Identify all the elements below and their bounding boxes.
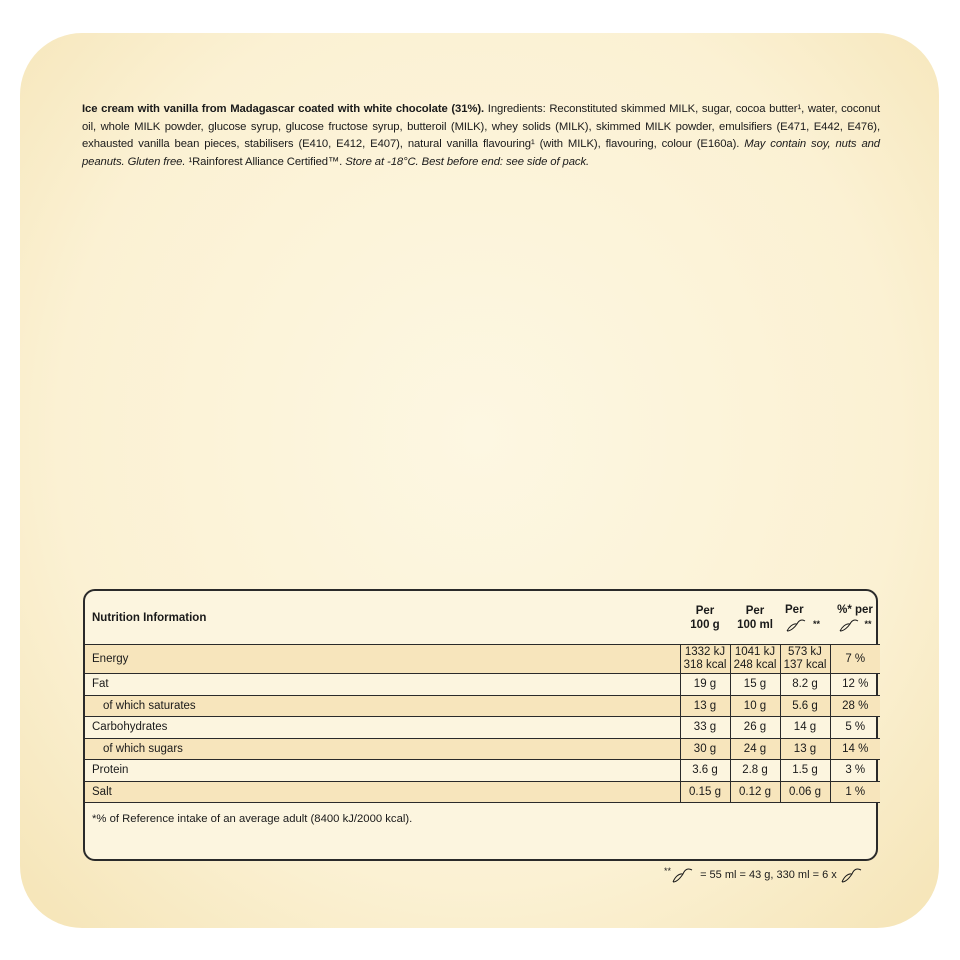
allergen-note: May contain soy, nuts and peanuts. Gluten free. — [82, 138, 880, 168]
row-label: Salt — [85, 781, 680, 803]
nutrition-header-row — [85, 591, 880, 645]
row-label: of which sugars — [85, 738, 680, 760]
footnote-stars: ** — [664, 866, 672, 876]
ice-cream-portion-icon — [671, 866, 697, 884]
value-per-100g: 3.6 g — [680, 760, 730, 782]
value-per-portion: 5.6 g — [780, 695, 830, 717]
value-percent-ri: 7 % — [830, 645, 880, 674]
value-per-100g: 0.15 g — [680, 781, 730, 803]
reference-intake-note: *% of Reference intake of an average adult (8400 kJ/2000 kcal). — [85, 803, 880, 854]
value-percent-ri: 5 % — [830, 717, 880, 739]
value-per-100ml — [730, 645, 780, 674]
nutrition-row-carbohydrates — [85, 717, 880, 739]
value-kj: 573 kJ — [788, 646, 822, 658]
nutrition-table — [83, 589, 878, 861]
value-percent-ri: 12 % — [830, 674, 880, 696]
header-percent-ri — [830, 591, 880, 645]
certification-note: ¹Rainforest Alliance Certified™. — [185, 155, 346, 168]
header-per-100g — [680, 591, 730, 645]
product-description: Ice cream with vanilla from Madagascar coated with white chocolate (31%). — [82, 103, 485, 115]
nutrition-row-energy — [85, 645, 880, 674]
ingredients-text — [82, 101, 880, 171]
row-label: Carbohydrates — [85, 717, 680, 739]
value-kcal: 318 kcal — [683, 659, 727, 671]
value-per-100g — [680, 645, 730, 674]
header-per-100g-line1: Per — [695, 604, 715, 617]
portion-footnote — [664, 866, 866, 884]
ice-cream-portion-icon — [785, 617, 813, 633]
row-label: Fat — [85, 674, 680, 696]
nutrition-footer-row — [85, 803, 880, 854]
row-label: Protein — [85, 760, 680, 782]
value-per-portion: 0.06 g — [780, 781, 830, 803]
value-per-portion — [780, 645, 830, 674]
row-label: of which saturates — [85, 695, 680, 717]
value-percent-ri: 14 % — [830, 738, 880, 760]
value-percent-ri: 3 % — [830, 760, 880, 782]
header-per-100ml-line2: 100 ml — [737, 618, 773, 631]
value-percent-ri: 1 % — [830, 781, 880, 803]
value-per-100ml: 24 g — [730, 738, 780, 760]
header-portion-stars: ** — [813, 618, 821, 629]
header-per-portion-label: Per — [785, 603, 804, 616]
value-percent-ri: 28 % — [830, 695, 880, 717]
nutrition-row-sugars — [85, 738, 880, 760]
value-per-100ml: 15 g — [730, 674, 780, 696]
value-kcal: 248 kcal — [733, 659, 777, 671]
nutrition-row-salt — [85, 781, 880, 803]
ice-cream-portion-icon — [840, 866, 866, 884]
ingredients-list: Ingredients: Reconstituted skimmed MILK, sugar, cocoa butter¹, water, coconut oil, whole MILK powder, glucose syrup, glucose fructose syrup, butteroil (MILK), whey solids (MILK), skimmed MILK powder, emulsifiers (E471, E442, E476), exhausted vanilla bean pieces, stabilisers (E410, E412, E407), natural vanilla flavouring¹ (with MILK), flavouring, colour (E160a). — [82, 103, 881, 150]
nutrition-row-protein — [85, 760, 880, 782]
nutrition-title: Nutrition Information — [92, 611, 207, 624]
value-per-portion: 14 g — [780, 717, 830, 739]
value-per-100ml: 10 g — [730, 695, 780, 717]
header-per-portion — [780, 591, 830, 645]
value-per-100ml: 2.8 g — [730, 760, 780, 782]
header-percent-stars: ** — [864, 618, 872, 629]
header-per-100ml-line1: Per — [745, 604, 765, 617]
value-per-100g: 13 g — [680, 695, 730, 717]
value-per-portion: 13 g — [780, 738, 830, 760]
value-per-100g: 33 g — [680, 717, 730, 739]
nutrition-row-fat — [85, 674, 880, 696]
nutrition-row-saturates — [85, 695, 880, 717]
value-per-portion: 8.2 g — [780, 674, 830, 696]
ice-cream-portion-icon — [838, 617, 864, 633]
value-per-100ml: 26 g — [730, 717, 780, 739]
value-per-100g: 19 g — [680, 674, 730, 696]
value-kcal: 137 kcal — [783, 659, 827, 671]
row-label: Energy — [85, 645, 680, 674]
storage-note: Store at -18°C. Best before end: see side of pack. — [345, 155, 590, 168]
value-kj: 1041 kJ — [734, 646, 776, 658]
value-per-100g: 30 g — [680, 738, 730, 760]
footnote-text: = 55 ml = 43 g, 330 ml = 6 x — [700, 869, 837, 881]
header-percent-label: %* per — [837, 603, 873, 616]
header-per-100g-line2: 100 g — [690, 618, 720, 631]
value-per-portion: 1.5 g — [780, 760, 830, 782]
header-per-100ml — [730, 591, 780, 645]
value-kj: 1332 kJ — [684, 646, 726, 658]
value-per-100ml: 0.12 g — [730, 781, 780, 803]
